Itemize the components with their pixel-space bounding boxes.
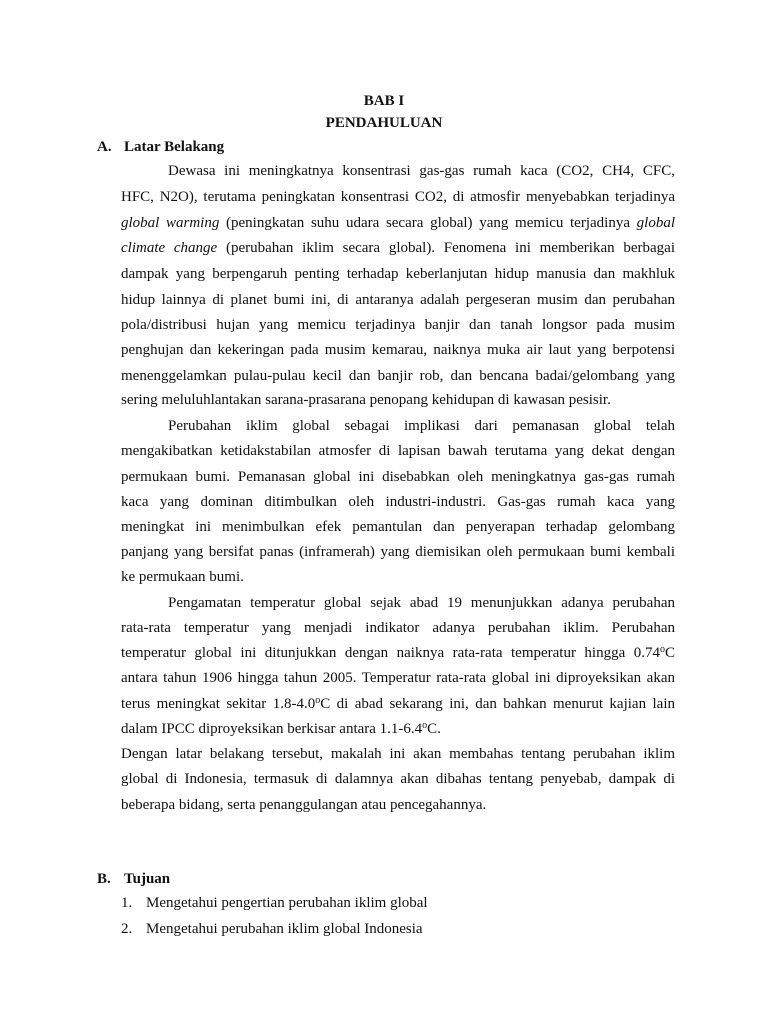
p3-line: [121, 694, 675, 714]
p2-line: panjang yang bersifat panas (inframerah) yang diemisikan oleh permukaan bumi kembali: [121, 544, 675, 560]
p4-line: beberapa bidang, serta penanggulangan atau pencegahannya.: [121, 797, 487, 813]
degree-sup: o: [422, 720, 428, 731]
p3-line: [121, 643, 675, 663]
section-b-heading: [97, 869, 170, 889]
p3-line: [121, 719, 675, 739]
p3-text: C: [664, 645, 675, 661]
p1-line: Dewasa ini meningkatnya konsentrasi gas-gas rumah kaca (CO2, CH4, CFC,: [168, 163, 675, 179]
degree-sup: o: [315, 695, 321, 706]
section-b-title: Tujuan: [124, 871, 171, 887]
p1-text: (perubahan iklim secara global). Fenomena ini memberikan berbagai: [217, 240, 675, 256]
p1-line: dampak yang berpengaruh penting terhadap keberlanjutan hidup manusia dan makhluk: [121, 266, 675, 282]
p2-line: mengakibatkan ketidakstabilan atmosfer di lapisan bawah terutama yang dekat dengan: [121, 443, 675, 459]
p1-line: [121, 213, 675, 233]
chapter-title: PENDAHULUAN: [325, 115, 443, 131]
p1-italic-term: global: [636, 215, 675, 231]
p1-line: menenggelamkan pulau-pulau kecil dan banjir rob, dan bencana badai/gelombang yang: [121, 368, 675, 384]
section-b-label: B.: [97, 871, 111, 887]
p2-line: kaca yang dominan ditimbulkan oleh industri-industri. Gas-gas rumah kaca yang: [121, 494, 675, 510]
p4-line: Dengan latar belakang tersebut, makalah ini akan membahas tentang perubahan iklim: [121, 746, 675, 762]
chapter-number: BAB I: [363, 93, 405, 109]
p2-line: ke permukaan bumi.: [121, 569, 244, 585]
section-a-heading: [97, 137, 224, 157]
list-item: [121, 893, 428, 913]
list-item-number: 2.: [121, 921, 133, 937]
p3-text: temperatur global ini ditunjukkan dengan naiknya rata-rata temperatur hingga 0.74: [121, 645, 660, 661]
list-item: [121, 919, 423, 939]
p2-line: Perubahan iklim global sebagai implikasi dari pemanasan global telah: [168, 418, 675, 434]
p3-text: C di abad sekarang ini, dan bahkan menurut kajian lain: [320, 696, 675, 712]
p3-line: Pengamatan temperatur global sejak abad 19 menunjukkan adanya perubahan: [168, 595, 675, 611]
list-item-text: Mengetahui pengertian perubahan iklim global: [146, 895, 428, 911]
p4-line: global di Indonesia, termasuk di dalamnya akan dibahas tentang penyebab, dampak di: [121, 771, 675, 787]
p1-line: hidup lainnya di planet bumi ini, di antaranya adalah pergeseran musim dan perubahan: [121, 292, 675, 308]
p2-line: permukaan bumi. Pemanasan global ini disebabkan oleh meningkatnya gas-gas rumah: [121, 469, 675, 485]
list-item-number: 1.: [121, 895, 133, 911]
p1-italic-term: global warming: [121, 215, 220, 231]
p1-line: sering meluluhlantakan sarana-prasarana penopang kehidupan di kawasan pesisir.: [121, 392, 611, 408]
p2-line: meningkat ini menimbulkan efek pemantulan dan penyerapan terhadap gelombang: [121, 519, 675, 535]
p1-text: (peningkatan suhu udara secara global) yang memicu terjadinya: [219, 215, 637, 231]
section-a-title: Latar Belakang: [124, 139, 225, 155]
p1-italic-term: climate change: [121, 240, 218, 256]
degree-sup: o: [659, 644, 665, 655]
list-item-text: Mengetahui perubahan iklim global Indonesia: [146, 921, 423, 937]
p3-line: rata-rata temperatur yang menjadi indikator adanya perubahan iklim. Perubahan: [121, 620, 675, 636]
p3-text: terus meningkat sekitar 1.8-4.0: [121, 696, 316, 712]
p3-text: C.: [427, 721, 441, 737]
p1-line: HFC, N2O), terutama peningkatan konsentrasi CO2, di atmosfir menyebabkan terjadinya: [121, 189, 675, 205]
p1-line: pola/distribusi hujan yang memicu terjadinya banjir dan tanah longsor pada musim: [121, 317, 675, 333]
section-a-label: A.: [97, 139, 112, 155]
p3-line: antara tahun 1906 hingga tahun 2005. Temperatur rata-rata global ini diproyeksikan akan: [121, 670, 675, 686]
p1-line: penghujan dan kekeringan pada musim kemarau, naiknya muka air laut yang berpotensi: [121, 342, 675, 358]
p1-line: [121, 238, 675, 258]
p3-text: dalam IPCC diproyeksikan berkisar antara 1.1-6.4: [121, 721, 423, 737]
